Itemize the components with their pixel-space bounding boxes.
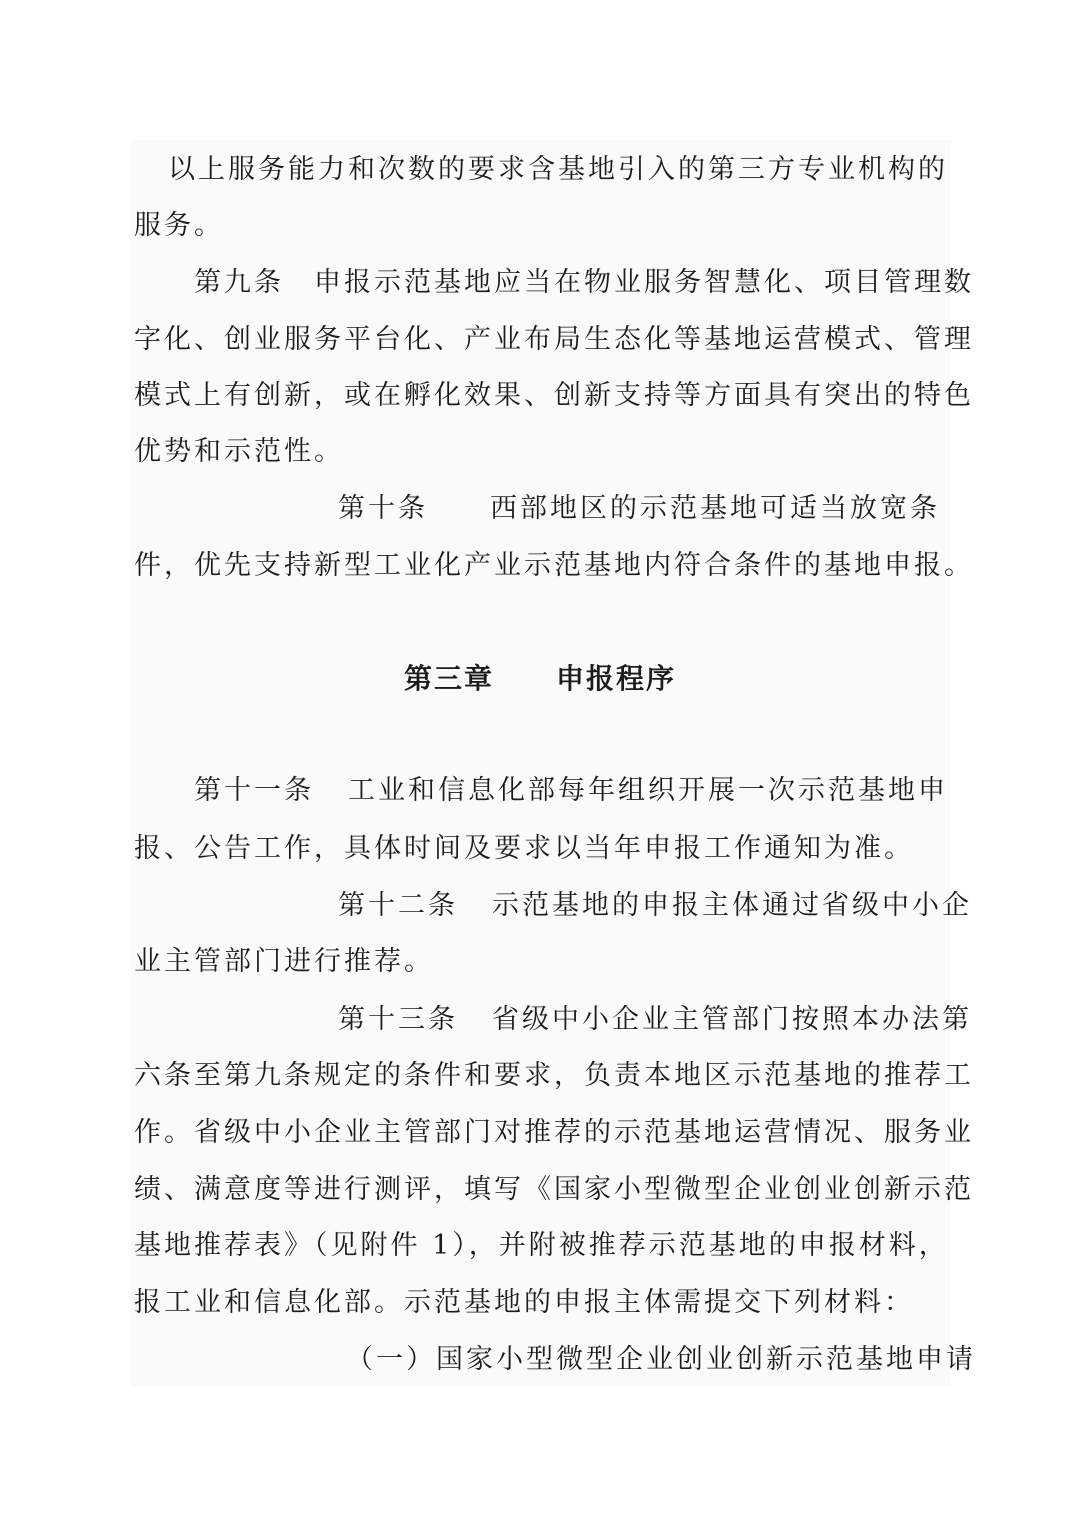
article-13-line — [338, 1004, 972, 1036]
chapter-title: 申报程序 — [556, 662, 677, 695]
article-12-line — [338, 890, 972, 922]
article-12-text: 示范基地的申报主体通过省级中小企 — [492, 890, 972, 921]
list-item-line: （一）国家小型微型企业创业创新示范基地申请 — [346, 1344, 976, 1375]
article-10-text: 西部地区的示范基地可适当放宽条 — [490, 493, 940, 524]
text-line: 优势和示范性。 — [134, 436, 344, 467]
article-11-label: 第十一条 — [194, 775, 314, 806]
text-line: 字化、创业服务平台化、产业布局生态化等基地运营模式、管理 — [134, 324, 974, 355]
text-line: 基地推荐表》（见附件 1），并附被推荐示范基地的申报材料， — [134, 1230, 949, 1261]
text-line: 件，优先支持新型工业化产业示范基地内符合条件的基地申报。 — [134, 550, 974, 581]
text-line: 报工业和信息化部。示范基地的申报主体需提交下列材料： — [134, 1287, 914, 1318]
article-10-label: 第十条 — [338, 493, 428, 524]
text-line: 以上服务能力和次数的要求含基地引入的第三方专业机构的 — [168, 154, 948, 185]
text-line: 业主管部门进行推荐。 — [134, 946, 434, 977]
article-12-label: 第十二条 — [338, 890, 458, 921]
article-13-text: 省级中小企业主管部门按照本办法第 — [492, 1004, 972, 1035]
article-13-label: 第十三条 — [338, 1004, 458, 1035]
article-11-text: 工业和信息化部每年组织开展一次示范基地申 — [348, 775, 948, 806]
chapter-number: 第三章 — [403, 662, 494, 695]
chapter-heading — [0, 662, 1080, 696]
text-line: 六条至第九条规定的条件和要求，负责本地区示范基地的推荐工 — [134, 1060, 974, 1091]
text-line: 服务。 — [134, 210, 224, 241]
text-line: 作。省级中小企业主管部门对推荐的示范基地运营情况、服务业 — [134, 1117, 974, 1148]
text-line: 报、公告工作，具体时间及要求以当年申报工作通知为准。 — [134, 833, 914, 864]
article-10-line — [338, 493, 940, 525]
text-line: 绩、满意度等进行测评，填写《国家小型微型企业创业创新示范 — [134, 1174, 974, 1205]
text-line: 模式上有创新，或在孵化效果、创新支持等方面具有突出的特色 — [134, 380, 974, 411]
article-9-line: 第九条 申报示范基地应当在物业服务智慧化、项目管理数 — [194, 267, 974, 298]
article-11-line — [194, 775, 948, 807]
